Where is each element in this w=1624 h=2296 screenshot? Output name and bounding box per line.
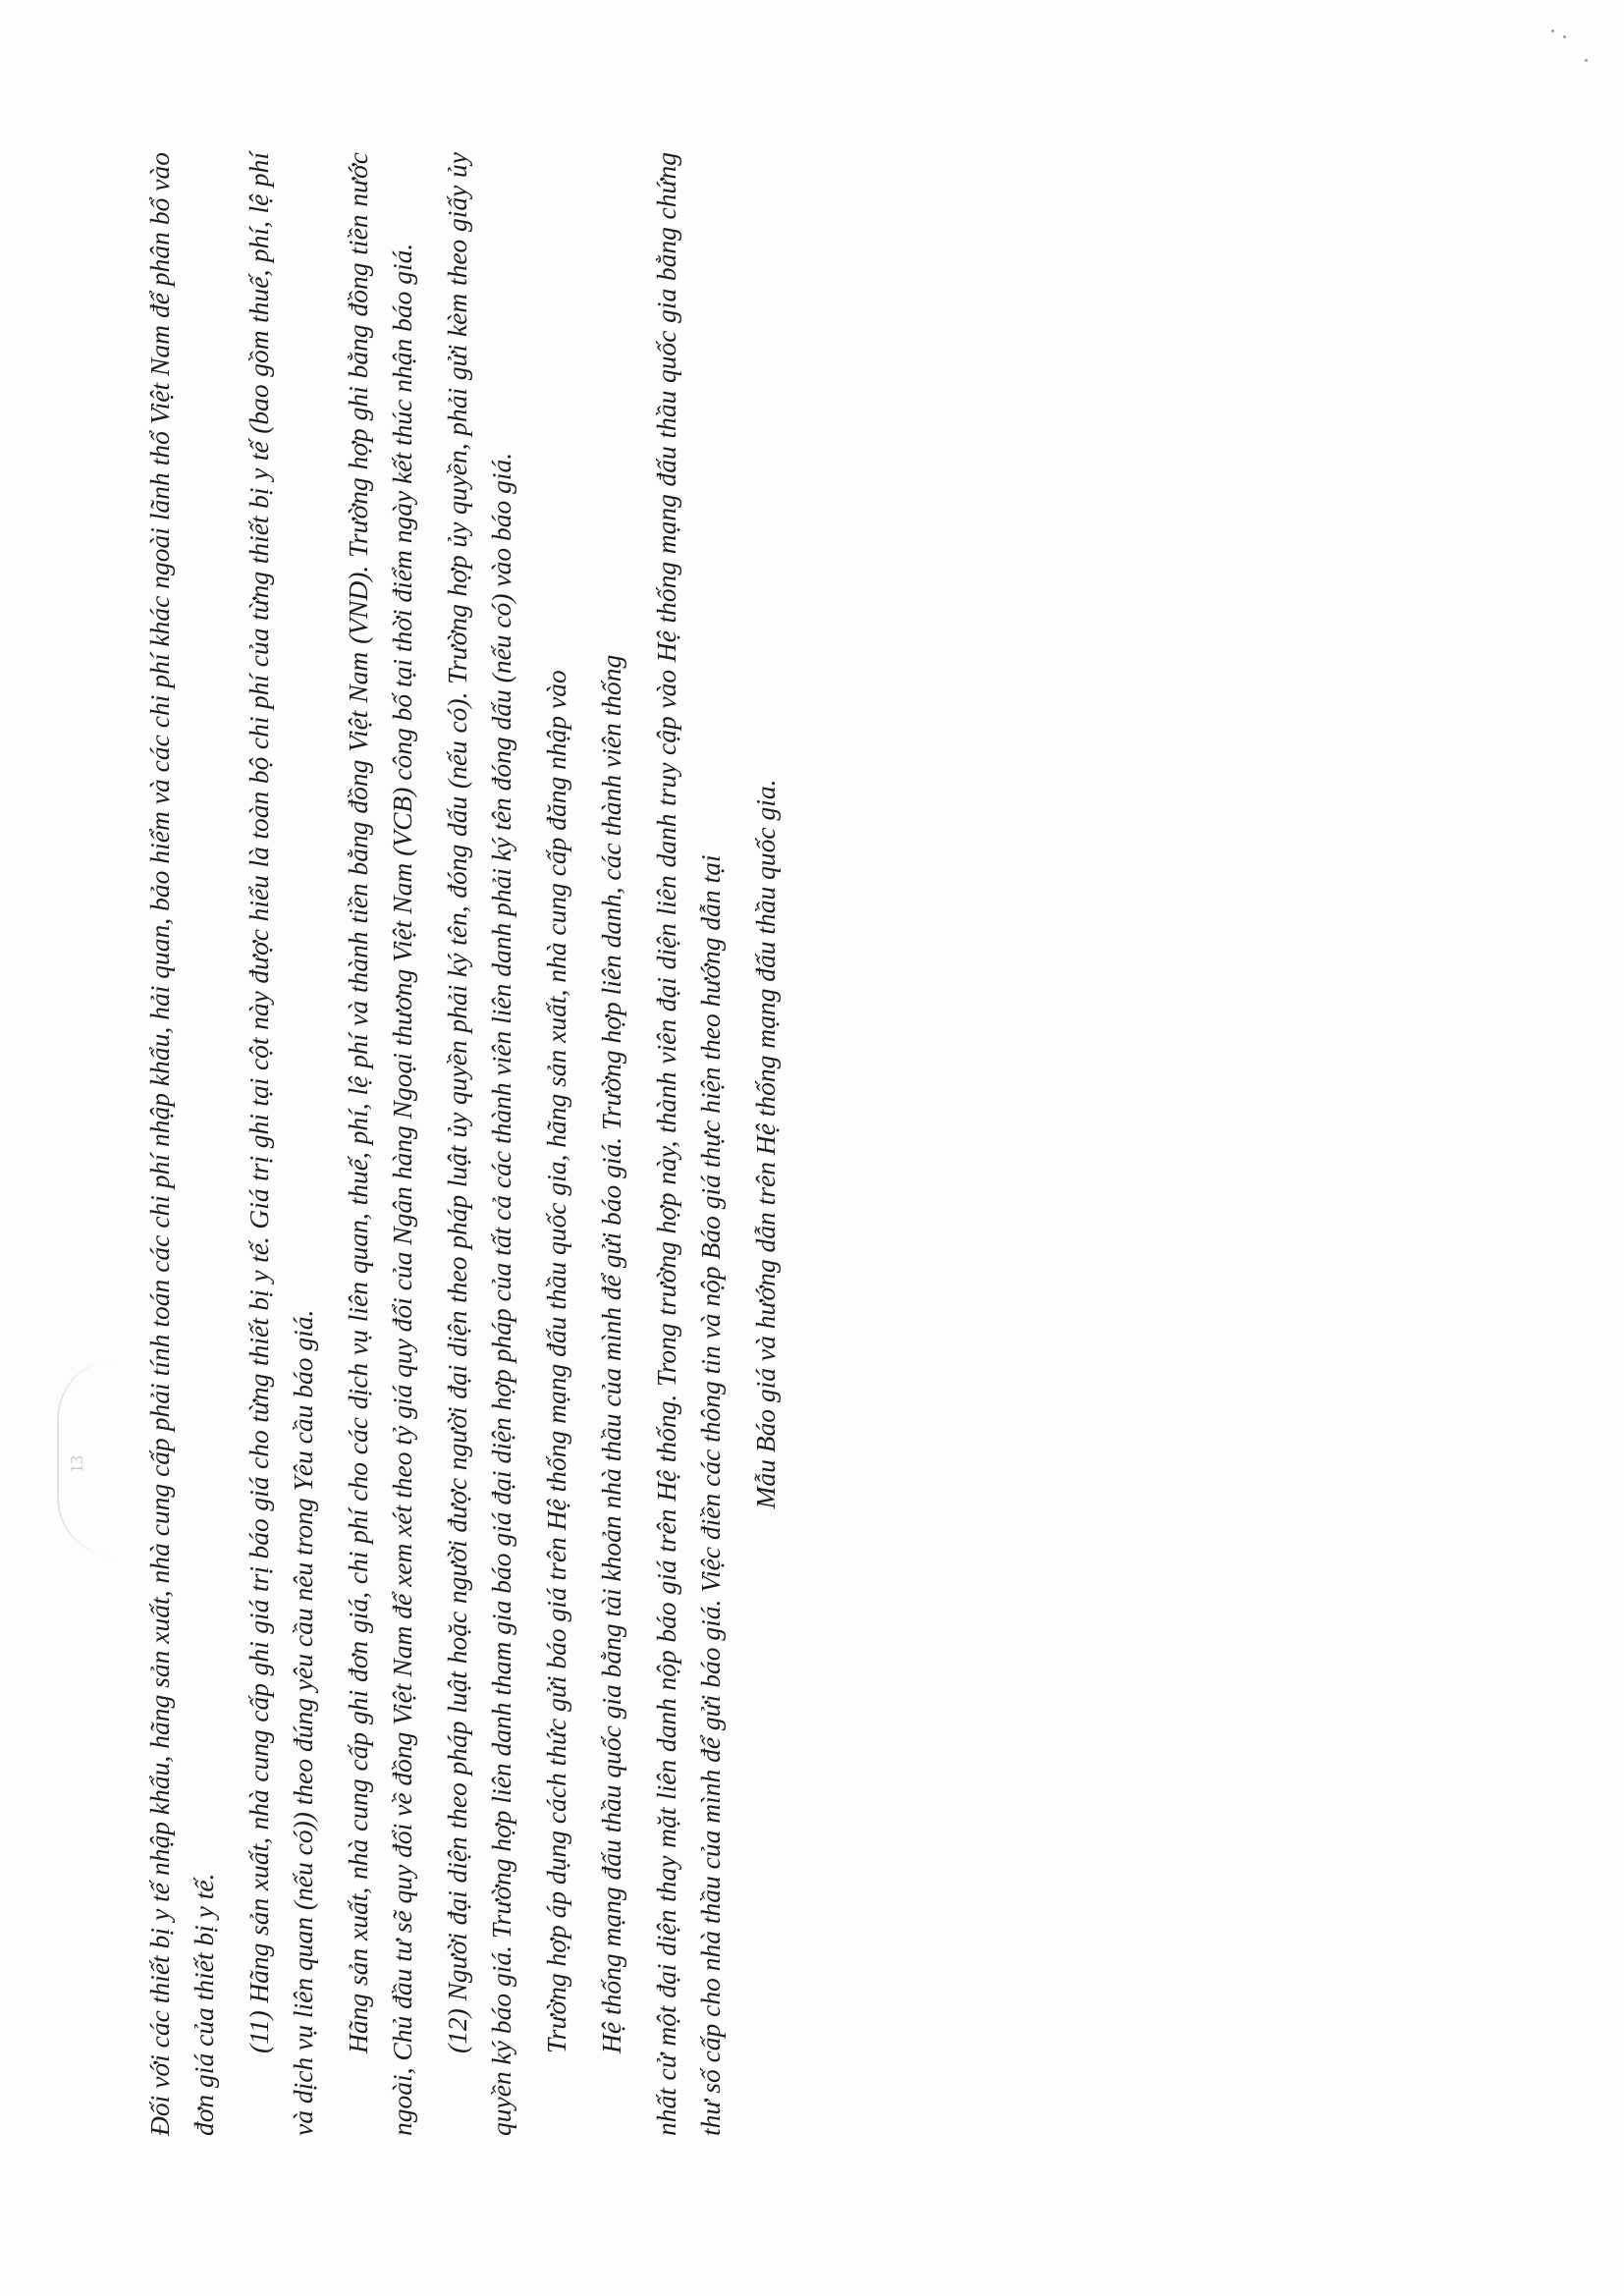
paragraph-note-11: (11) Hãng sản xuất, nhà cung cấp ghi giá trị báo giá cho từng thiết bị y tế. Giá trị ghi tại cột này được hiểu là toàn bộ chi phí của từng thiết bị y tế (bao gồm thuế, phí, lệ phí và dịch vụ liên quan (nếu có)) theo đúng yêu cầu nêu trong Yêu cầu báo giá. [244, 152, 318, 2136]
paragraph-consortium-representative: nhất cử một đại diện thay mặt liên danh nộp báo giá trên Hệ thống. Trong trường hợp này, thành viên đại diện liên danh truy cập vào Hệ thống mạng đấu thầu quốc gia bằng chứng thư số cấp cho nhà thầu của mình để gửi báo giá. Việc điền các thông tin và nộp Báo giá thực hiện theo hướng dẫn tại [651, 152, 726, 2136]
paragraph-form-guidance: Mẫu Báo giá và hướng dẫn trên Hệ thống mạng đấu thầu quốc gia. [750, 779, 781, 1509]
scan-specks [1545, 20, 1604, 79]
rotated-text-block [137, 152, 798, 2136]
paragraph-account-login: Hệ thống mạng đấu thầu quốc gia bằng tài khoản nhà thầu của mình để gửi báo giá. Trường hợp liên danh, các thành viên thống [596, 654, 626, 2053]
paragraph-import-costs: Đối với các thiết bị y tế nhập khẩu, hãng sản xuất, nhà cung cấp phải tính toán các chi phí nhập khẩu, hải quan, bảo hiểm và các chi phí khác ngoài lãnh thổ Việt Nam để phân bổ vào đơn giá của thiết bị y tế. [144, 152, 219, 2136]
paragraph-note-12: (12) Người đại diện theo pháp luật hoặc người được người đại diện theo pháp luật ủy quyền phải ký tên, đóng dấu (nếu có). Trường hợp ủy quyền, phải gửi kèm theo giấy ủy quyền ký báo giá. Trường hợp liên danh tham gia báo giá đại diện hợp pháp của tất cả các thành viên liên danh phải ký tên đóng dấu (nếu có) vào báo giá. [442, 152, 516, 2136]
paragraph-currency: Hãng sản xuất, nhà cung cấp ghi đơn giá, chi phí cho các dịch vụ liên quan, thuế, phí, lệ phí và thành tiền bằng đồng Việt Nam (VND). Trường hợp ghi bằng đồng tiền nước ngoài, Chủ đầu tư sẽ quy đổi về đồng Việt Nam để xem xét theo tỷ giá quy đổi của Ngân hàng Ngoại thương Việt Nam (VCB) công bố tại thời điểm ngày kết thúc nhận báo giá. [343, 152, 417, 2136]
paragraph-online-submission: Trường hợp áp dụng cách thức gửi báo giá trên Hệ thống mạng đấu thầu quốc gia, hãng sản xuất, nhà cung cấp đăng nhập vào [541, 670, 571, 2053]
faint-page-number: 13 [67, 1455, 86, 1473]
